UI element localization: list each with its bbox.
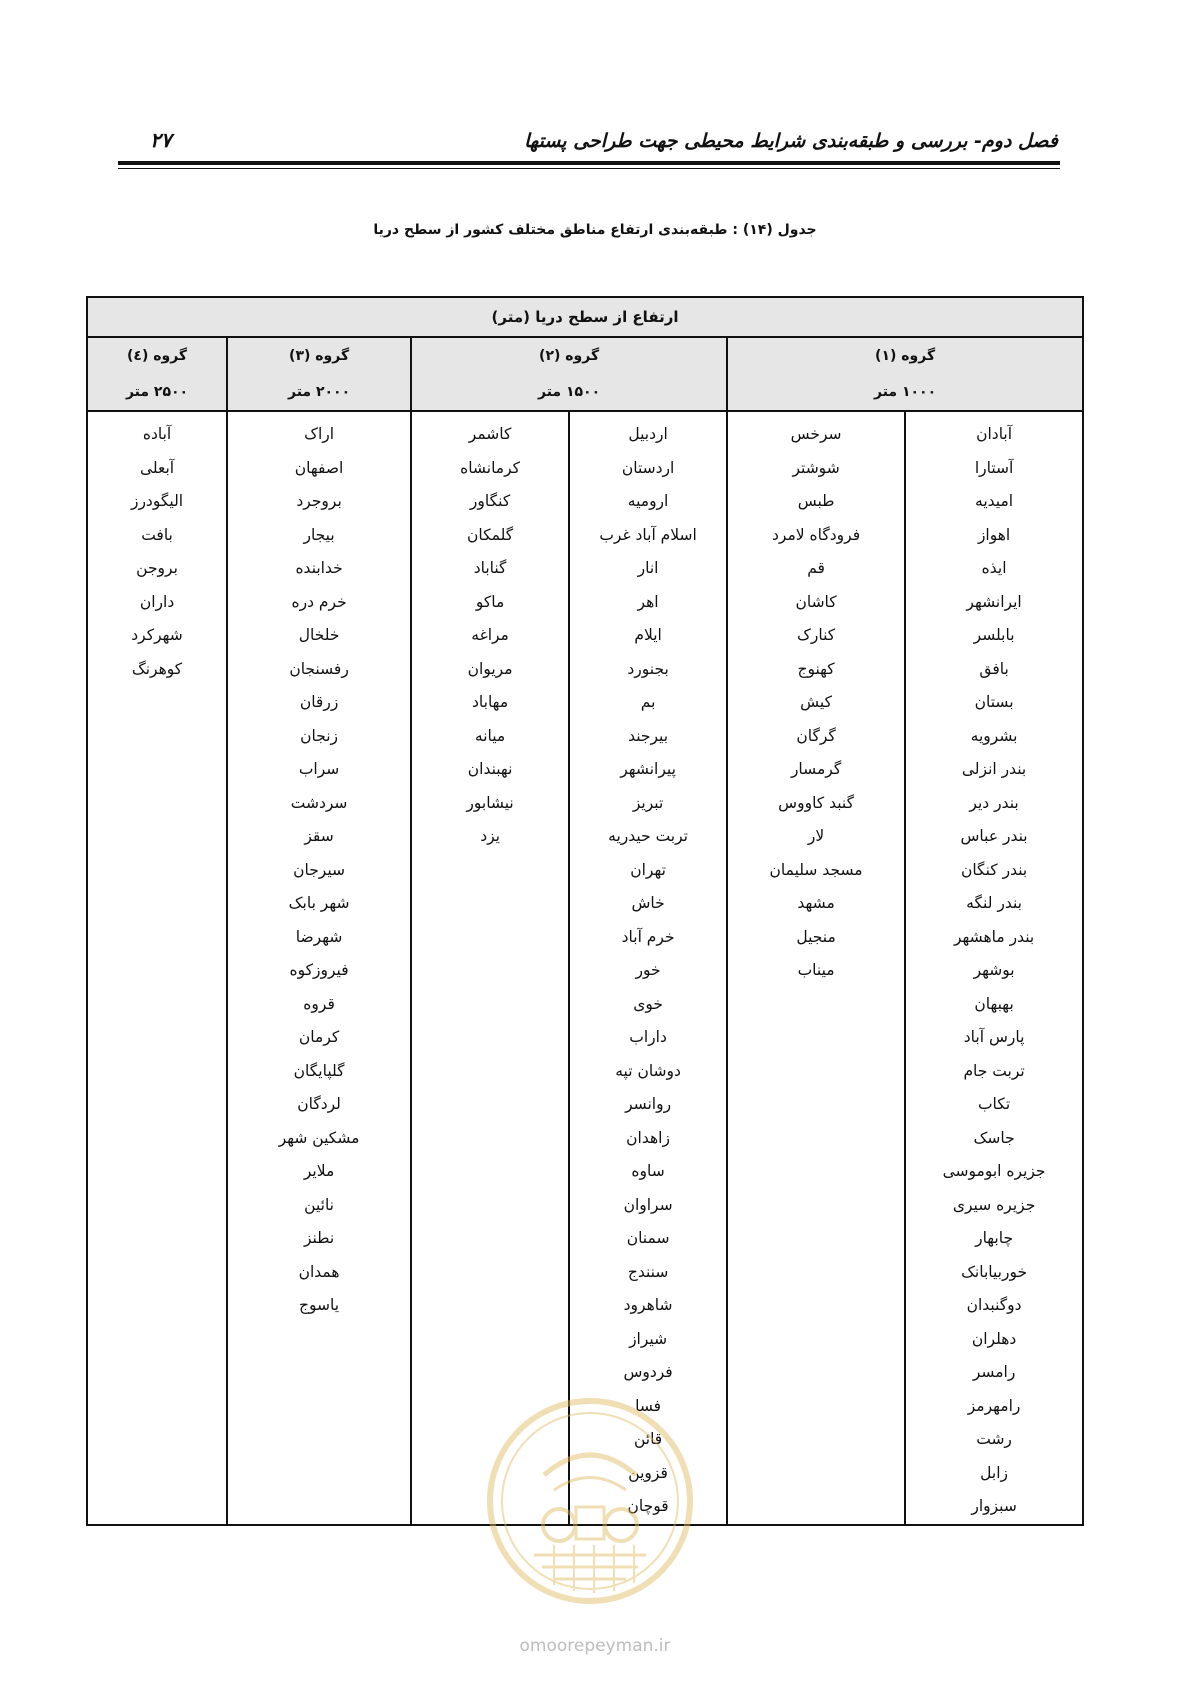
location-name: مسجد سلیمان [769,860,863,879]
location-name: بندر کنگان [960,860,1028,879]
location-name: خدابنده [295,559,343,577]
location-name: خرم آباد [621,927,675,946]
location-name: ساوه [631,1162,665,1180]
group-3-header [227,337,411,411]
location-name: نائین [304,1195,334,1214]
location-name: خاش [631,894,665,912]
location-name: کاشان [795,592,837,611]
location-name: مراغه [471,626,509,644]
location-name: ایذه [981,559,1007,577]
location-name: اردستان [621,458,675,477]
group-3-height: ۲۰۰۰ متر [288,384,351,400]
location-name: اسلام آباد غرب [599,525,697,544]
location-name: بندر دیر [969,793,1019,812]
group-4-header [87,337,227,411]
location-name: بابلسر [973,626,1015,644]
location-name: آبادان [976,425,1013,443]
location-name: رامهرمز [967,1396,1021,1415]
running-header-title: فصل دوم- بررسی و طبقه‌بندی شرایط محیطی جهت طراحی پستها [524,130,1058,152]
location-name: بستان [974,693,1014,711]
table-top-header: ارتفاع از سطح دریا (متر) [87,297,1083,337]
location-name: لردگان [297,1095,341,1113]
location-name: بروجن [136,559,178,577]
location-name: ایرانشهر [966,592,1022,611]
page-number: ۲۷ [150,128,172,152]
location-name: زابل [980,1463,1008,1482]
location-name: قزوین [628,1463,668,1482]
location-name: اهر [637,592,659,611]
location-name: بافق [979,659,1009,678]
location-name: فیروزکوه [289,961,349,979]
location-name: مریوان [467,659,513,678]
location-name: شهر بابک [288,894,350,912]
group-1-list-a [905,411,1083,1525]
location-name: بروجرد [296,492,342,510]
location-name: سمنان [626,1229,670,1247]
group-4-height: ۲۵۰۰ متر [125,384,189,400]
group-1-list-b [727,411,905,1525]
location-name: اهواز [977,525,1011,544]
location-name: سردشت [290,793,348,812]
location-name: کوهرنگ [131,659,183,678]
group-4-name: گروه (٤) [127,348,188,364]
location-name: الیگودرز [130,492,184,510]
location-name: تربت جام [963,1061,1025,1080]
location-name: انار [637,559,659,577]
group-2-height: ۱۵۰۰ متر [538,384,601,400]
location-name: بافت [141,525,173,544]
location-name: کاشمر [468,425,512,443]
location-name: خوربیابانک [961,1262,1028,1281]
location-name: پیرانشهر [620,760,676,778]
group-4-list [87,411,227,1525]
location-name: منجیل [796,927,836,946]
location-name: آستارا [974,458,1014,477]
location-name: بیرجند [628,726,669,745]
location-name: شاهرود [623,1296,673,1314]
location-name: اصفهان [294,458,344,477]
altitude-table [86,296,1084,1526]
location-name: بندر عباس [960,827,1028,845]
location-name: تکاب [977,1095,1011,1113]
location-name: قوچان [627,1497,669,1515]
location-name: خور [635,961,661,979]
header-rule [118,161,1060,165]
location-name: خرم دره [291,592,347,611]
location-name: فرودگاه لامرد [772,525,861,544]
location-name: قائن [633,1430,663,1448]
location-name: گناباد [473,559,507,577]
location-name: بشرویه [970,726,1018,745]
group-3-list [227,411,411,1525]
header-rule-thin [118,168,1060,169]
location-name: بوشهر [973,961,1015,979]
group-2-header [411,337,727,411]
location-name: همدان [298,1262,340,1281]
table-caption: جدول (۱۴) : طبقه‌بندی ارتفاع مناطق مختلف کشور از سطح دریا [373,222,817,238]
location-name: فسا [635,1396,662,1415]
location-name: سبزوار [971,1497,1017,1515]
group-2-name: گروه (۲) [539,348,600,364]
location-name: لار [807,827,825,845]
location-name: بندر انزلی [961,760,1027,778]
location-name: زرقان [299,693,339,711]
location-name: دوشان تپه [615,1061,681,1080]
location-name: قم [807,559,825,577]
location-name: سقز [304,827,334,845]
location-name: سراب [298,760,340,778]
location-name: یاسوج [299,1296,340,1314]
location-name: رفسنجان [289,659,349,678]
location-name: طبس [797,492,835,510]
location-name: جزیره ابوموسی [942,1162,1046,1180]
location-name: مشهد [797,894,835,912]
location-name: تربت حیدریه [608,827,688,845]
location-name: کرمان [298,1028,340,1046]
location-name: کیش [800,693,832,711]
location-name: خوی [633,994,663,1013]
location-name: مهاباد [472,693,509,711]
location-name: سنندج [627,1262,669,1281]
location-name: گرمسار [790,760,842,778]
group-3-name: گروه (۳) [289,348,350,364]
location-name: گنبد کاووس [778,793,854,812]
location-name: روانسر [625,1095,672,1113]
group-1-header [727,337,1083,411]
group-1-height: ۱۰۰۰ متر [874,384,937,400]
location-name: قروه [303,994,335,1013]
location-name: کهنوج [797,659,835,678]
location-name: سرخس [790,425,842,443]
location-name: آبعلی [139,458,175,477]
location-name: ارومیه [627,492,669,510]
location-name: اراک [304,425,335,443]
location-name: زاهدان [626,1128,670,1147]
location-name: زنجان [300,726,339,745]
location-name: چابهار [975,1229,1014,1247]
location-name: گرگان [796,726,836,745]
location-name: نیشابور [466,793,514,812]
location-name: شوشتر [792,458,840,477]
group-2-list-a [569,411,727,1525]
location-name: شهرکرد [131,626,183,644]
location-name: دهلران [971,1329,1017,1348]
location-name: داران [139,592,175,611]
location-name: میناب [797,961,835,979]
location-name: داراب [629,1028,667,1046]
location-name: گلپایگان [293,1061,345,1080]
location-name: اردبیل [628,425,668,443]
location-name: مشکین شهر [278,1128,360,1147]
location-name: شیراز [629,1329,668,1348]
location-name: بندر ماهشهر [953,927,1035,946]
location-name: سراوان [623,1195,673,1214]
watermark-site-text: omoorepeyman.ir [519,1636,671,1656]
location-name: خلخال [298,626,340,644]
location-name: نهبندان [467,760,513,778]
location-name: ماکو [475,592,505,611]
location-name: رشت [976,1430,1012,1448]
location-name: جزیره سیری [952,1195,1036,1214]
location-name: بهبهان [974,994,1014,1013]
location-name: یزد [480,827,500,845]
location-name: ملایر [303,1162,335,1180]
location-name: پارس آباد [963,1028,1025,1046]
location-name: فردوس [623,1363,673,1381]
location-name: تبریز [632,793,664,812]
location-name: کنگاور [469,492,511,510]
location-name: بم [640,693,656,711]
watermark-seal-logo [484,1395,696,1607]
group-1-name: گروه (۱) [875,348,936,364]
location-name: دوگنبدان [966,1296,1022,1314]
location-name: رامسر [972,1363,1016,1381]
location-name: بیجار [303,525,335,544]
location-name: امیدیه [975,492,1014,510]
location-name: میانه [474,726,506,745]
location-name: کرمانشاه [460,458,521,477]
location-name: شهرضا [295,927,343,946]
location-name: آباده [142,425,172,443]
location-name: کنارک [797,626,836,644]
location-name: ایلام [634,626,662,644]
location-name: بندر لنگه [966,894,1022,912]
location-name: تهران [630,860,666,879]
location-name: سیرجان [293,860,346,879]
location-name: جاسک [973,1128,1015,1147]
location-name: بجنورد [627,659,669,678]
location-name: نطنز [303,1229,335,1247]
group-2-list-b [411,411,569,1525]
location-name: گلمکان [467,525,514,544]
